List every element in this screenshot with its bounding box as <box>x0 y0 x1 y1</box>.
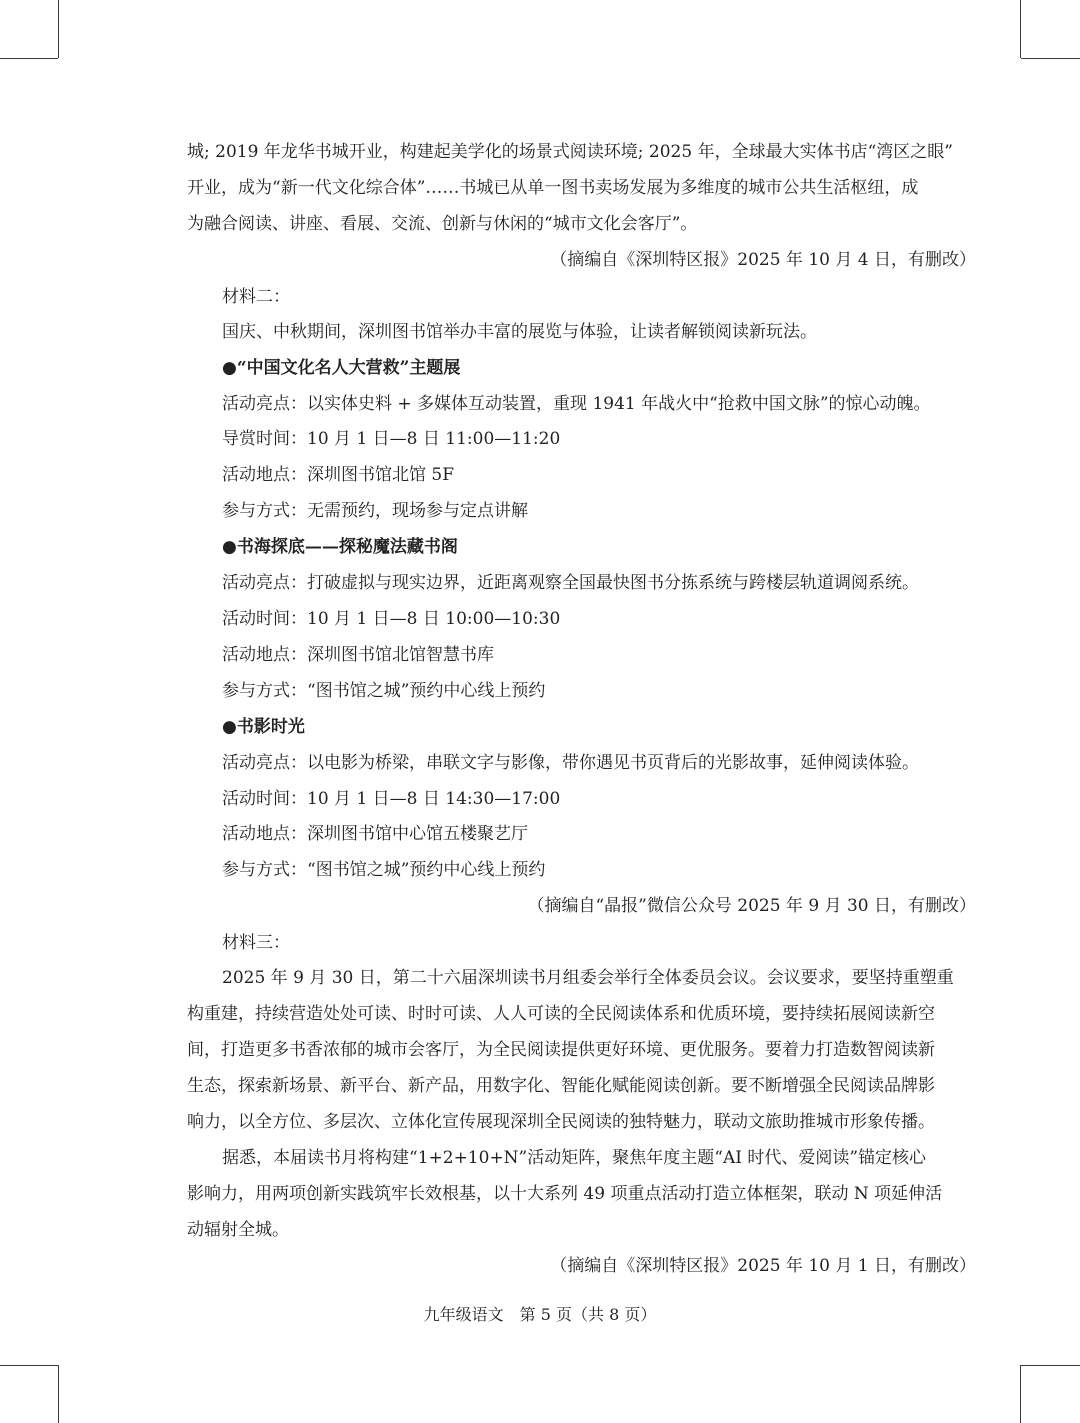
event-2-time: 活动时间：10 月 1 日—8 日 10:00—10:30 <box>222 609 561 629</box>
material-three-p1-line-3: 间，打造更多书香浓郁的城市会客厅，为全民阅读提供更好环境、更优服务。要着力打造数智阅读新 <box>187 1040 935 1060</box>
event-3-title: ●书影时光 <box>222 717 305 737</box>
material-three-p2-line-1: 据悉，本届读书月将构建“1+2+10+N”活动矩阵，聚焦年度主题“AI 时代、爱阅读”锚定核心 <box>222 1148 927 1168</box>
event-3-highlight: 活动亮点：以电影为桥梁，串联文字与影像，带你遇见书页背后的光影故事，延伸阅读体验。 <box>222 753 919 773</box>
material-two-intro: 国庆、中秋期间，深圳图书馆举办丰富的展览与体验，让读者解锁阅读新玩法。 <box>222 322 817 342</box>
continuation-line-1: 城; 2019 年龙华书城开业，构建起美学化的场景式阅读环境; 2025 年，全球最大实体书店“湾区之眼” <box>187 142 953 162</box>
event-3-location: 活动地点：深圳图书馆中心馆五楼聚艺厅 <box>222 824 528 844</box>
material-three-p1-line-5: 响力，以全方位、多层次、立体化宣传展现深圳全民阅读的独特魅力，联动文旅助推城市形象传播。 <box>187 1112 935 1132</box>
continuation-line-2: 开业，成为“新一代文化综合体”……书城已从单一图书卖场发展为多维度的城市公共生活枢纽，成 <box>187 178 919 198</box>
source-citation-2: （摘编自“晶报”微信公众号 2025 年 9 月 30 日，有删改） <box>527 896 976 916</box>
source-citation-3: （摘编自《深圳特区报》2025 年 10 月 1 日，有删改） <box>550 1256 976 1276</box>
crop-mark-bottom-right-v <box>1020 1365 1021 1423</box>
event-2-title: ●书海探底——探秘魔法藏书阁 <box>222 537 458 557</box>
event-1-highlight: 活动亮点：以实体史料 + 多媒体互动装置，重现 1941 年战火中“抢救中国文脉”的惊心动魄。 <box>222 394 931 414</box>
event-1-time: 导赏时间：10 月 1 日—8 日 11:00—11:20 <box>222 429 561 449</box>
crop-mark-top-left-h <box>0 58 58 59</box>
event-2-location: 活动地点：深圳图书馆北馆智慧书库 <box>222 645 494 665</box>
material-two-heading: 材料二： <box>222 287 290 307</box>
material-three-p1-line-2: 构重建，持续营造处处可读、时时可读、人人可读的全民阅读体系和优质环境，要持续拓展阅读新空 <box>187 1004 935 1024</box>
crop-mark-top-left-v <box>58 0 59 58</box>
source-citation-1: （摘编自《深圳特区报》2025 年 10 月 4 日，有删改） <box>550 250 976 270</box>
page-footer: 九年级语文 第 5 页（共 8 页） <box>423 1305 657 1324</box>
event-2-method: 参与方式：“图书馆之城”预约中心线上预约 <box>222 681 546 701</box>
material-three-heading: 材料三： <box>222 933 290 953</box>
event-3-method: 参与方式：“图书馆之城”预约中心线上预约 <box>222 860 546 880</box>
crop-mark-top-right-v <box>1020 0 1021 58</box>
material-three-p2-line-2: 影响力，用两项创新实践筑牢长效根基，以十大系列 49 项重点活动打造立体框架，联动 N 项延伸活 <box>187 1184 943 1204</box>
event-1-method: 参与方式：无需预约，现场参与定点讲解 <box>222 501 528 521</box>
material-three-p1-line-4: 生态，探索新场景、新平台、新产品，用数字化、智能化赋能阅读创新。要不断增强全民阅读品牌影 <box>187 1076 935 1096</box>
event-2-highlight: 活动亮点：打破虚拟与现实边界，近距离观察全国最快图书分拣系统与跨楼层轨道调阅系统。 <box>222 573 919 593</box>
continuation-line-3: 为融合阅读、讲座、看展、交流、创新与休闲的“城市文化会客厅”。 <box>187 214 698 234</box>
crop-mark-bottom-right-h <box>1021 1365 1080 1366</box>
material-three-p2-line-3: 动辐射全城。 <box>187 1220 289 1240</box>
event-3-time: 活动时间：10 月 1 日—8 日 14:30—17:00 <box>222 789 561 809</box>
crop-mark-top-right-h <box>1021 58 1080 59</box>
event-1-location: 活动地点：深圳图书馆北馆 5F <box>222 465 455 485</box>
crop-mark-bottom-left-v <box>58 1365 59 1423</box>
material-three-p1-line-1: 2025 年 9 月 30 日，第二十六届深圳读书月组委会举行全体委员会议。会议要求，要坚持重塑重 <box>222 968 954 988</box>
event-1-title: ●“中国文化名人大营救”主题展 <box>222 358 461 378</box>
crop-mark-bottom-left-h <box>0 1365 58 1366</box>
